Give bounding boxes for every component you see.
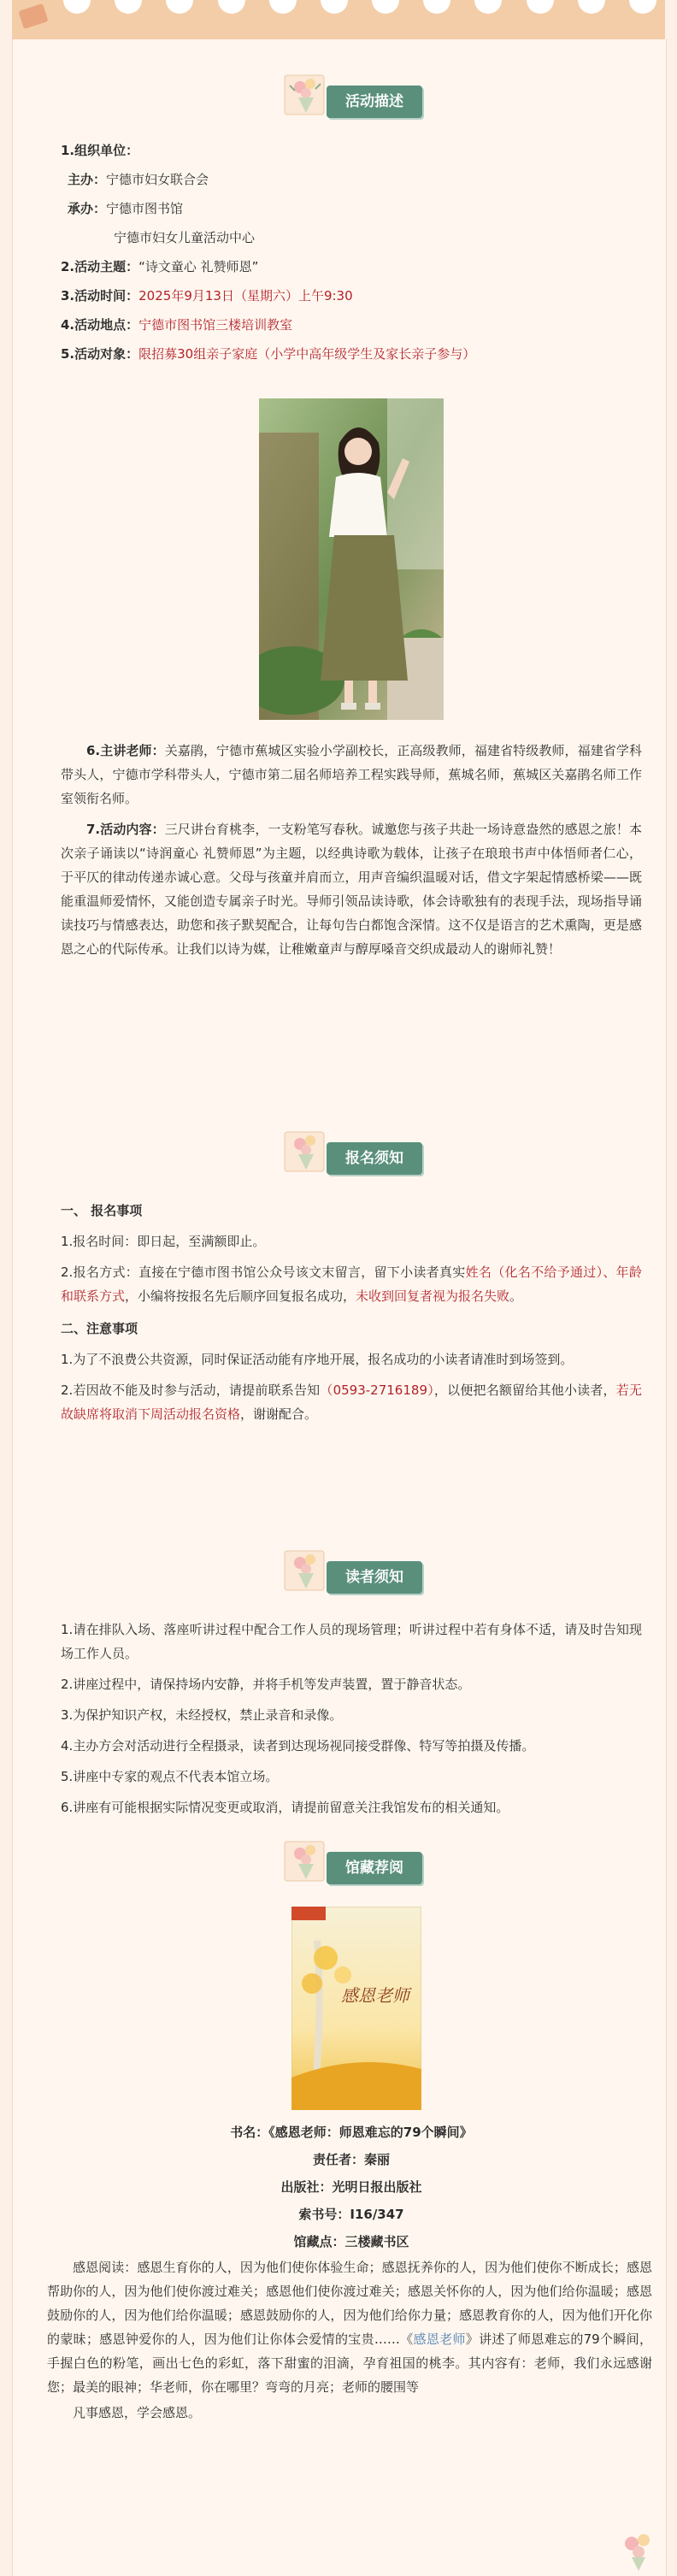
teacher-photo <box>259 398 444 720</box>
notice-item-2: 2.若因故不能及时参与活动，请提前联系告知（0593-2716189），以便把名额留给其他小读者，若无故缺席将取消下周活动报名资格，谢谢配合。 <box>61 1382 642 1422</box>
book-author: 责任者：秦丽 <box>312 2152 390 2167</box>
org-label: 1.组织单位： <box>61 143 139 158</box>
notice-heading: 二、注意事项 <box>61 1321 138 1336</box>
registration-method: 2.报名方式：直接在宁德市图书馆公众号该文末留言，留下小读者真实姓名（化名不给予通过）、年龄和联系方式，小编将按报名先后顺序回复报名成功，未收到回复者视为报名失败。 <box>61 1264 642 1304</box>
registration-time: 1.报名时间：即日起，至满额即止。 <box>61 1234 266 1249</box>
section-title: 报名须知 <box>327 1142 422 1175</box>
time-row: 3.活动时间：2025年9月13日（星期六）上午9:30 <box>61 288 353 304</box>
reader-notice-item: 3.为保护知识产权，未经授权，禁止录音和录像。 <box>61 1707 343 1723</box>
book-cover-title: 感恩老师 <box>341 1985 409 2006</box>
section-title: 馆藏荐阅 <box>327 1852 422 1884</box>
book-closing: 凡事感恩，学会感恩。 <box>73 2405 202 2420</box>
registration-info <box>61 1199 642 1426</box>
section-header-registration <box>13 1117 666 1194</box>
reader-notice-item: 2.讲座过程中，请保持场内安静，并将手机等发声装置，置于静音状态。 <box>61 1677 471 1692</box>
reader-notice-item: 6.讲座有可能根据实际情况变更或取消，请提前留意关注我馆发布的相关通知。 <box>61 1800 509 1815</box>
reader-notice-item: 5.讲座中专家的观点不代表本馆立场。 <box>61 1769 279 1784</box>
notice-item-1: 1.为了不浪费公共资源，同时保证活动能有序地开展，报名成功的小读者请准时到场签到。 <box>61 1352 574 1367</box>
teacher-intro: 6.主讲老师：关嘉鹃，宁德市蕉城区实验小学副校长，正高级教师，福建省特级教师，福建省学科带头人，宁德市学科带头人，宁德市第二届名师培养工程实践导师，蕉城名师，蕉城区关嘉鹃名师工作室领衔名师。 <box>61 743 642 806</box>
section-title: 读者须知 <box>327 1561 422 1594</box>
scallop-decor <box>63 0 656 14</box>
undertake-row: 承办：宁德市图书馆 <box>68 201 184 216</box>
book-cover <box>291 1907 421 2110</box>
article-page <box>12 39 667 2576</box>
activity-content: 7.活动内容：三尺讲台育桃李，一支粉笔写春秋。诚邀您与孩子共赴一场诗意盎然的感恩之旅！本次亲子诵读以“诗润童心 礼赞师恩”为主题，以经典诗歌为载体，让孩子在琅琅书声中体悟师者仁心，于平仄的律动传递赤诚心意。父母与孩童并肩而立，用声音编织温暖对话，借文字架起情感桥梁——既能重温师爱情怀，又能创造专属亲子时光。导师引领品读诗歌，体会诗歌独有的表现手法，现场指导诵读技巧与情感表达，助您和孩子默契配合，让每句告白都饱含深情。这不仅是语言的艺术熏陶，更是感恩之心的代际传承。让我们以诗为媒，让稚嫩童声与醇厚嗓音交织成最动人的谢师礼赞！ <box>61 822 642 957</box>
book-desc-text: 感恩阅读：感恩生育你的人，因为他们使你体验生命；感恩抚养你的人，因为他们使你不断成长；感恩帮助你的人，因为他们使你渡过难关；感恩他们使你渡过难关；感恩关怀你的人，因为他们给你温暖；感恩鼓励你的人，因为他们给你温暖；感恩鼓励你的人，因为他们给你力量；感恩教育你的人，因为他们开化你的蒙昧；感恩钟爱你的人，因为他们让你体会爱情的宝贵……《感恩老师》讲述了师恩难忘的79个瞬间，手握白色的粉笔，画出七色的彩虹，落下甜蜜的泪滴，孕育祖国的桃李。其内容有：老师，我们永远感谢您；最美的眼神；华老师，你在哪里？弯弯的月亮；老师的腰围等 <box>47 2260 652 2395</box>
section-header-books <box>13 1826 666 1903</box>
activity-info <box>61 139 642 366</box>
book-title: 书名：《感恩老师：师恩难忘的79个瞬间》 <box>230 2125 473 2140</box>
reader-notice-item: 4.主办方会对活动进行全程摄录，读者到达现场视同接受群像、特写等拍摄及传播。 <box>61 1738 535 1754</box>
target-row: 5.活动对象：限招募30组亲子家庭（小学中高年级学生及家长亲子参与） <box>61 346 476 362</box>
book-call-number: 索书号：I16/347 <box>298 2207 404 2222</box>
registration-heading: 一、 报名事项 <box>61 1203 143 1218</box>
place-row: 4.活动地点：宁德市图书馆三楼培训教室 <box>61 317 293 333</box>
section-title: 活动描述 <box>327 85 422 118</box>
book-info <box>47 2120 656 2254</box>
corner-flower-icon <box>616 2528 661 2573</box>
reader-notice-item: 1.请在排队入场、落座听讲过程中配合工作人员的现场管理；听讲过程中若有身体不适，请及时告知现场工作人员。 <box>61 1622 642 1661</box>
book-description <box>47 2255 652 2425</box>
book-location: 馆藏点：三楼藏书区 <box>293 2234 409 2249</box>
host-row: 主办：宁德市妇女联合会 <box>68 172 209 187</box>
tape-decor <box>18 3 48 29</box>
top-decor-bar <box>12 0 665 39</box>
flower-bouquet-icon <box>280 67 333 120</box>
theme-row: 2.活动主题：“诗文童心 礼赞师恩” <box>61 259 259 274</box>
teacher-content <box>61 739 642 961</box>
book-publisher: 出版社：光明日报出版社 <box>280 2179 422 2195</box>
reader-notice-list <box>61 1618 642 1819</box>
flower-bouquet-icon <box>280 1123 333 1176</box>
section-header-reader <box>13 1536 666 1612</box>
flower-bouquet-icon <box>280 1833 333 1886</box>
undertake-row-2: 宁德市妇女儿童活动中心 <box>114 230 256 245</box>
flower-bouquet-icon <box>280 1542 333 1595</box>
section-header-activity <box>13 60 666 137</box>
